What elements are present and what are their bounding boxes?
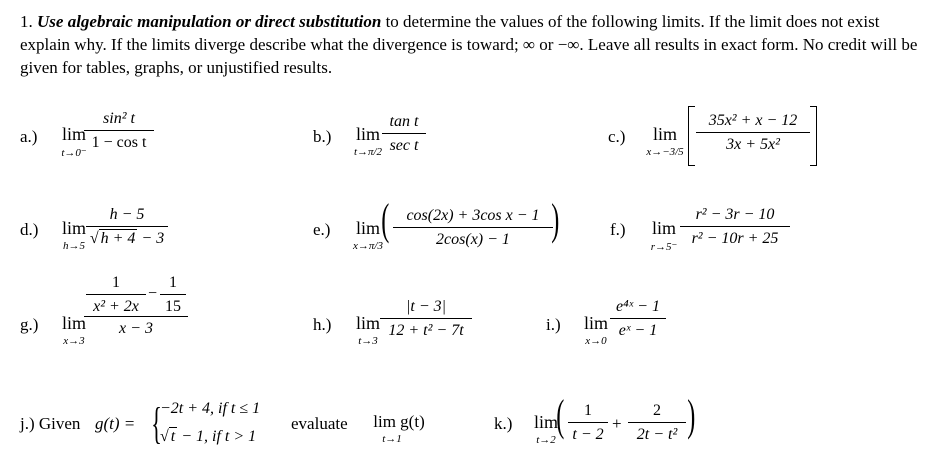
- plus-sign: +: [612, 414, 622, 433]
- left-paren: (: [381, 195, 390, 244]
- problem-g-fraction: [84, 274, 188, 338]
- lim-word: lim: [61, 313, 86, 333]
- problem-a-fraction: [84, 110, 154, 152]
- numerator: tan t: [389, 113, 419, 130]
- lim-subscript: x→3: [63, 335, 85, 347]
- lim-word: lim: [651, 218, 676, 238]
- problem-i-label: i.): [546, 315, 561, 334]
- inner-fraction-1: [86, 274, 146, 316]
- right-paren: ): [687, 391, 696, 440]
- lim-subscript: t→2: [536, 434, 556, 446]
- right-bracket: [810, 106, 817, 166]
- denominator: x − 3: [119, 320, 153, 337]
- compound-numerator: [84, 274, 188, 314]
- denominator: eˣ − 1: [618, 322, 658, 339]
- numerator: r² − 3r − 10: [695, 206, 775, 223]
- left-brace: {: [151, 399, 162, 448]
- fraction-bar: [393, 227, 553, 228]
- denominator-rest: − 3: [137, 230, 165, 247]
- denominator: 1 − cos t: [91, 134, 147, 151]
- fraction-bar: [84, 316, 188, 317]
- fraction-bar: [628, 422, 686, 423]
- fraction-bar: [84, 130, 154, 131]
- left-paren: (: [556, 391, 565, 440]
- numerator: 1: [584, 402, 592, 419]
- piecewise-function-name: g(t) =: [95, 414, 136, 433]
- lim-word: lim: [355, 313, 380, 333]
- fraction-bar: [86, 294, 146, 295]
- problem-c-limit: [640, 124, 690, 158]
- lim-word: lim: [533, 412, 558, 432]
- problem-number: 1.: [20, 12, 33, 31]
- numerator: e⁴ˣ − 1: [616, 298, 660, 315]
- problem-f-fraction: [680, 206, 790, 248]
- denominator: 2t − t²: [636, 426, 678, 443]
- lim-subscript: r→5⁻: [650, 241, 678, 253]
- problem-i-fraction: [610, 298, 666, 340]
- lim-subscript: x→π/3: [353, 240, 383, 252]
- problem-f-label: f.): [610, 220, 626, 239]
- lim-subscript: x→−3/5: [646, 146, 684, 158]
- piecewise-case-2: √ t − 1, if t > 1: [160, 428, 257, 445]
- lim-subscript: x→0: [585, 335, 607, 347]
- problem-g-label: g.): [20, 315, 39, 334]
- inner-denominator-1: x² + 2x: [93, 298, 139, 315]
- denominator: 3x + 5x²: [726, 136, 780, 153]
- problem-h-fraction: [380, 298, 472, 340]
- problem-a-label: a.): [20, 127, 38, 146]
- problem-d-label: d.): [20, 220, 39, 239]
- problem-e-label: e.): [313, 220, 331, 239]
- inner-numerator-1: 1: [112, 274, 120, 291]
- fraction-bar: [610, 318, 666, 319]
- denominator: 12 + t² − 7t: [388, 322, 464, 339]
- right-paren: ): [551, 195, 560, 244]
- numerator: 2: [653, 402, 661, 419]
- problem-c-fraction: [696, 112, 810, 154]
- lim-word: lim: [61, 218, 86, 238]
- lim-word: lim: [61, 124, 86, 144]
- lim-word: lim: [583, 313, 608, 333]
- numerator: h − 5: [109, 206, 145, 223]
- inner-numerator-2: 1: [169, 274, 177, 291]
- denominator: 2cos(x) − 1: [436, 231, 510, 248]
- lim-subscript: t→π/2: [353, 146, 383, 158]
- problem-b-label: b.): [313, 127, 332, 146]
- instructions-paragraph: [20, 10, 925, 79]
- lim-word: lim: [355, 124, 380, 144]
- lim-word: lim: [652, 124, 677, 144]
- problem-j-limit: [364, 412, 434, 445]
- lim-word: lim: [355, 218, 380, 238]
- evaluate-text: evaluate: [291, 414, 348, 433]
- fraction-bar: [568, 422, 608, 423]
- radicand: h + 4: [100, 230, 136, 247]
- lim-subscript: t→1: [382, 433, 402, 445]
- numerator: sin² t: [103, 110, 135, 127]
- problem-k-fraction-2: [628, 402, 686, 444]
- numerator: 35x² + x − 12: [708, 112, 798, 129]
- numerator: |t − 3|: [405, 298, 447, 315]
- problem-c-label: c.): [608, 127, 626, 146]
- numerator: cos(2x) + 3cos x − 1: [406, 207, 540, 224]
- lim-subscript: t→0⁻: [61, 147, 87, 159]
- problem-e-fraction: [393, 207, 553, 249]
- problem-k-fraction-1: [568, 402, 608, 444]
- denominator: √ h + 4 − 3: [89, 230, 165, 247]
- instructions-lead: Use algebraic manipulation or direct substitution: [37, 12, 382, 31]
- problem-h-label: h.): [313, 315, 332, 334]
- denominator: sec t: [389, 137, 419, 154]
- denominator: r² − 10r + 25: [691, 230, 779, 247]
- fraction-bar: [680, 226, 790, 227]
- case-2-rest: − 1, if t > 1: [177, 428, 257, 445]
- problem-k-label: k.): [494, 414, 513, 433]
- inner-denominator-2: 15: [165, 298, 181, 315]
- lim-subscript: t→3: [358, 335, 378, 347]
- inner-fraction-2: [160, 274, 186, 316]
- left-bracket: [688, 106, 695, 166]
- lim-word: lim g(t): [373, 412, 425, 431]
- fraction-bar: [160, 294, 186, 295]
- instructions-text: to determine the values of the following limits. If the limit does not exist explain why. If the limits diverge describe what the divergence is toward; ∞ or −∞. Leave all results in exact form. No credit will be given for tables, graphs, or unjustified results.: [20, 12, 918, 77]
- fraction-bar: [382, 133, 426, 134]
- lim-subscript: h→5: [63, 240, 85, 252]
- minus-sign: −: [148, 285, 158, 302]
- fraction-bar: [380, 318, 472, 319]
- denominator: t − 2: [572, 426, 604, 443]
- fraction-bar: [86, 226, 168, 227]
- problem-j-label: j.) Given: [20, 414, 81, 433]
- piecewise-case-1: −2t + 4, if t ≤ 1: [160, 400, 261, 417]
- fraction-bar: [696, 132, 810, 133]
- problem-d-fraction: [86, 206, 168, 248]
- radicand: t: [170, 428, 176, 445]
- problem-b-fraction: [382, 113, 426, 155]
